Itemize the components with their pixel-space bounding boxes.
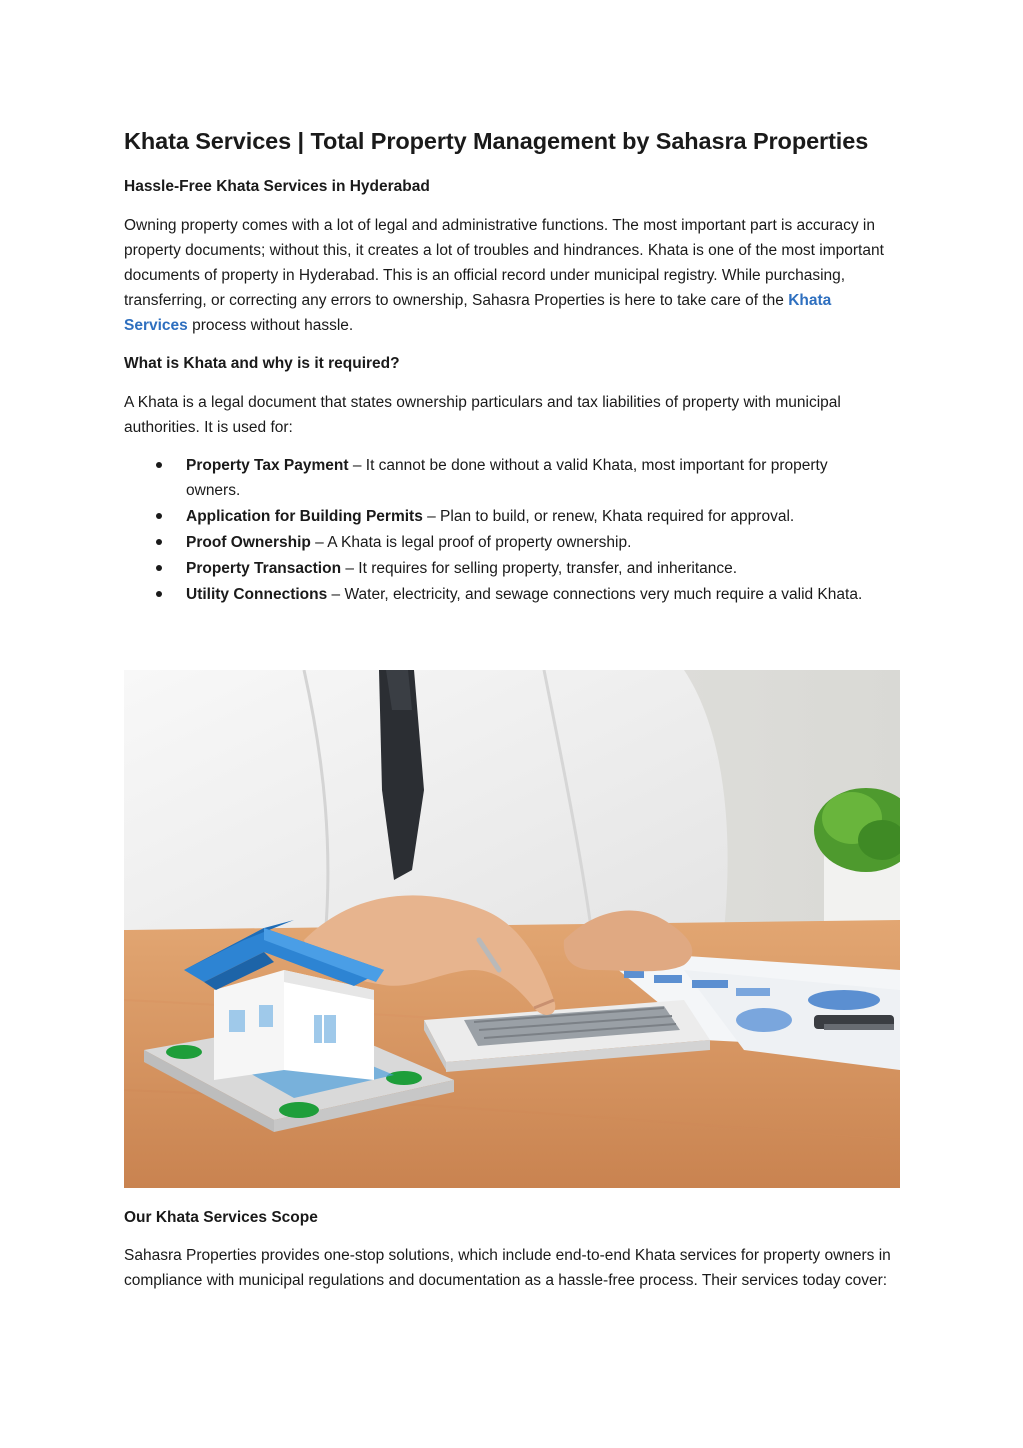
scope-paragraph: Sahasra Properties provides one-stop solutions, which include end-to-end Khata services for property owners in compliance with municipal regulations and documentation as a hassle-free process. Their services today cover:: [124, 1247, 891, 1289]
intro-text-end: process without hassle.: [187, 317, 354, 334]
list-item-desc: – A Khata is legal proof of property ownership.: [310, 534, 632, 551]
bullet-icon: [156, 462, 162, 468]
intro-paragraph: [124, 213, 894, 338]
list-item-term: Property Transaction: [186, 560, 342, 577]
list-item-term: Proof Ownership: [186, 534, 311, 551]
khata-uses-list: [124, 453, 900, 608]
list-item-desc: – Plan to build, or renew, Khata required for approval.: [422, 508, 795, 525]
list-item: [124, 556, 886, 581]
photo-illustration: [124, 670, 900, 1188]
section-heading-scope: Our Khata Services Scope: [124, 1209, 318, 1226]
khata-services-link[interactable]: Khata Services: [124, 292, 832, 334]
bullet-icon: [156, 513, 162, 519]
section-heading-hassle-free: Hassle-Free Khata Services in Hyderabad: [124, 178, 430, 195]
list-item: [124, 582, 886, 607]
khata-definition-paragraph: A Khata is a legal document that states ownership particulars and tax liabilities of property with municipal authorities. It is used for:: [124, 394, 841, 436]
list-item-desc: – It requires for selling property, transfer, and inheritance.: [341, 560, 738, 577]
list-item-desc: – It cannot be done without a valid Khata, most important for property owners.: [186, 457, 828, 499]
list-item: [124, 453, 886, 503]
page-title: Khata Services | Total Property Management by Sahasra Properties: [124, 128, 869, 154]
list-item-term: Utility Connections: [186, 586, 328, 603]
property-calculator-photo: [124, 670, 900, 1188]
list-item-desc: – Water, electricity, and sewage connections very much require a valid Khata.: [327, 586, 863, 603]
list-item-term: Property Tax Payment: [186, 457, 349, 474]
list-item-term: Application for Building Permits: [186, 508, 423, 525]
bullet-icon: [156, 539, 162, 545]
bullet-icon: [156, 565, 162, 571]
list-item: [124, 530, 886, 555]
intro-text: Owning property comes with a lot of legal and administrative functions. The most important part is accuracy in property documents; without this, it creates a lot of troubles and hindrances. Khata is one of the most important documents of property in Hyderabad. This is an official record under municipal registry. While purchasing, transferring, or correcting any errors to ownership, Sahasra Properties is here to take care of the: [124, 217, 884, 309]
list-item: [124, 504, 886, 529]
bullet-icon: [156, 591, 162, 597]
section-heading-what-is-khata: What is Khata and why is it required?: [124, 355, 400, 372]
